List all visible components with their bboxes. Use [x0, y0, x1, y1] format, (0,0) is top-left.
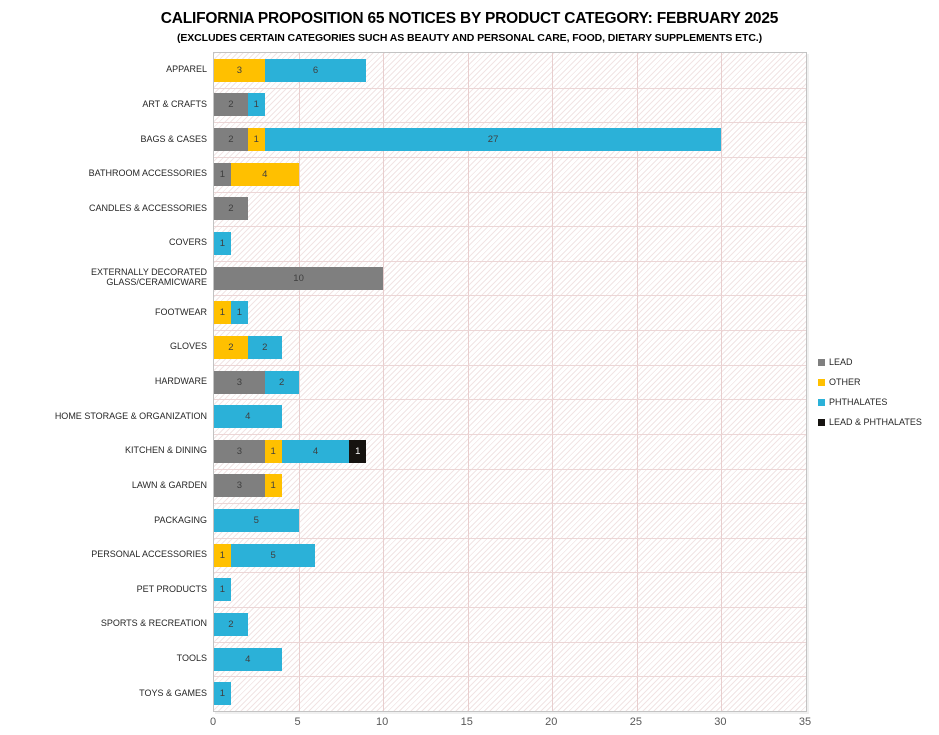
value-label: 1: [270, 480, 276, 492]
vertical-gridline: [637, 53, 638, 711]
value-label: 1: [355, 445, 361, 457]
horizontal-gridline: [214, 330, 806, 331]
legend-swatch: [818, 379, 825, 386]
value-label: 1: [219, 549, 226, 561]
bar-gloves: [214, 336, 282, 359]
bar-segment-other: [265, 474, 282, 497]
category-label: BAGS & CASES: [140, 133, 207, 144]
value-label: 3: [236, 445, 243, 457]
vertical-gridline: [383, 53, 384, 711]
legend-swatch: [818, 419, 825, 426]
bar-segment-other: [214, 544, 231, 567]
x-tick-label: 35: [798, 716, 812, 728]
category-label: KITCHEN & DINING: [124, 445, 207, 456]
x-tick-label: 30: [714, 716, 727, 728]
bar-kitchen-dining: [214, 440, 366, 463]
bar-tools: [214, 648, 282, 671]
horizontal-gridline: [214, 434, 806, 435]
horizontal-gridline: [214, 261, 806, 262]
bar-segment-other: [265, 440, 282, 463]
x-tick-label: 15: [460, 716, 473, 728]
category-label: EXTERNALLY DECORATED GLASS/CERAMICWARE: [90, 267, 207, 288]
value-label: 1: [253, 134, 259, 146]
bar-segment-phthalates: [231, 301, 248, 324]
horizontal-gridline: [214, 676, 806, 677]
category-label: PET PRODUCTS: [136, 583, 207, 594]
bar-segment-phthalates: [214, 613, 248, 636]
value-label: 27: [487, 134, 499, 146]
plot-area: [213, 52, 807, 712]
legend-swatch: [818, 399, 825, 406]
legend-item-lead: [818, 352, 922, 372]
horizontal-gridline: [214, 469, 806, 470]
legend-item-phthalates: [818, 392, 922, 412]
bar-pet-products: [214, 578, 231, 601]
category-label: TOYS & GAMES: [139, 687, 207, 698]
bar-segment-phthalates: [265, 59, 366, 82]
legend-swatch: [818, 359, 825, 366]
category-label: LAWN & GARDEN: [131, 479, 207, 490]
bar-segment-lead: [214, 128, 248, 151]
category-label: GLOVES: [169, 341, 207, 352]
legend-label: LEAD & PHTHALATES: [829, 417, 922, 427]
category-label: APPAREL: [166, 64, 207, 75]
horizontal-gridline: [214, 503, 806, 504]
x-tick-label: 10: [376, 716, 389, 728]
value-label: 2: [228, 99, 234, 111]
vertical-gridline: [468, 53, 469, 711]
bar-segment-phthalates: [214, 405, 282, 428]
bar-segment-phthalates: [214, 578, 231, 601]
value-label: 1: [219, 584, 226, 596]
horizontal-gridline: [214, 226, 806, 227]
bar-segment-phthalates: [214, 232, 231, 255]
value-label: 1: [253, 99, 259, 111]
horizontal-gridline: [214, 572, 806, 573]
category-label: HOME STORAGE & ORGANIZATION: [54, 410, 207, 421]
bar-covers: [214, 232, 231, 255]
value-label: 4: [245, 411, 251, 423]
bar-segment-phthalates: [282, 440, 350, 463]
bar-bathroom-accessories: [214, 163, 299, 186]
legend: [818, 352, 922, 432]
value-label: 1: [219, 307, 226, 319]
value-label: 1: [219, 237, 226, 249]
value-label: 5: [253, 515, 259, 527]
category-label: FOOTWEAR: [155, 306, 207, 317]
value-label: 4: [312, 445, 319, 457]
legend-label: LEAD: [829, 357, 853, 367]
value-label: 2: [228, 618, 234, 630]
bar-segment-lead: [214, 267, 383, 290]
x-tick-label: 5: [294, 716, 301, 728]
bar-bags-cases: [214, 128, 721, 151]
value-label: 1: [219, 688, 226, 700]
horizontal-gridline: [214, 642, 806, 643]
value-label: 3: [236, 64, 243, 76]
bar-segment-lead: [214, 371, 265, 394]
bar-externally-decorated-glass-ceramicware: [214, 267, 383, 290]
bar-segment-other: [248, 128, 265, 151]
value-label: 2: [228, 341, 234, 353]
category-label: SPORTS & RECREATION: [100, 618, 207, 629]
value-label: 10: [293, 272, 304, 284]
bar-segment-phthalates: [248, 336, 282, 359]
category-label: PERSONAL ACCESSORIES: [91, 549, 207, 560]
value-label: 6: [312, 64, 319, 76]
horizontal-gridline: [214, 88, 806, 89]
bar-segment-other: [214, 336, 248, 359]
bar-segment-phthalates: [265, 128, 722, 151]
bar-segment-phthalates: [214, 509, 299, 532]
chart-title: CALIFORNIA PROPOSITION 65 NOTICES BY PRODUCT CATEGORY: FEBRUARY 2025: [160, 10, 779, 27]
horizontal-gridline: [214, 538, 806, 539]
horizontal-gridline: [214, 295, 806, 296]
bar-toys-games: [214, 682, 231, 705]
bar-segment-lead-phthalates: [349, 440, 366, 463]
bar-candles-accessories: [214, 197, 248, 220]
category-label: HARDWARE: [154, 375, 207, 386]
bar-segment-other: [231, 163, 299, 186]
bar-apparel: [214, 59, 366, 82]
bar-segment-lead: [214, 93, 248, 116]
horizontal-gridline: [214, 157, 806, 158]
bar-segment-phthalates: [231, 544, 316, 567]
horizontal-gridline: [214, 399, 806, 400]
value-label: 2: [262, 341, 268, 353]
bar-sports-recreation: [214, 613, 248, 636]
bar-packaging: [214, 509, 299, 532]
value-label: 4: [245, 653, 251, 665]
bar-segment-lead: [214, 440, 265, 463]
x-tick-label: 0: [209, 716, 217, 728]
bar-segment-phthalates: [248, 93, 265, 116]
horizontal-gridline: [214, 192, 806, 193]
x-tick-label: 25: [629, 716, 642, 728]
value-label: 3: [236, 480, 243, 492]
bar-lawn-garden: [214, 474, 282, 497]
category-label: PACKAGING: [154, 514, 207, 525]
bar-segment-phthalates: [214, 682, 231, 705]
bar-home-storage-organization: [214, 405, 282, 428]
legend-label: OTHER: [829, 377, 861, 387]
category-label: CANDLES & ACCESSORIES: [88, 202, 207, 213]
bar-segment-lead: [214, 197, 248, 220]
value-label: 1: [236, 307, 242, 319]
bar-footwear: [214, 301, 248, 324]
chart-subtitle: (EXCLUDES CERTAIN CATEGORIES SUCH AS BEAUTY AND PERSONAL CARE, FOOD, DIETARY SUPPLEMENTS ETC.): [176, 32, 763, 44]
bar-segment-lead: [214, 163, 231, 186]
bar-segment-phthalates: [265, 371, 299, 394]
bar-art-crafts: [214, 93, 265, 116]
x-tick-label: 20: [545, 716, 558, 728]
bar-segment-other: [214, 301, 231, 324]
value-label: 1: [219, 168, 226, 180]
category-label: COVERS: [168, 237, 207, 248]
bar-personal-accessories: [214, 544, 315, 567]
vertical-gridline: [552, 53, 553, 711]
horizontal-gridline: [214, 365, 806, 366]
value-label: 1: [270, 445, 276, 457]
value-label: 2: [228, 134, 234, 146]
value-label: 4: [262, 168, 268, 180]
vertical-gridline: [299, 53, 300, 711]
legend-item-other: [818, 372, 922, 392]
horizontal-gridline: [214, 607, 806, 608]
value-label: 3: [236, 376, 243, 388]
value-label: 5: [270, 549, 276, 561]
category-label: TOOLS: [176, 653, 207, 664]
bar-segment-lead: [214, 474, 265, 497]
category-label: ART & CRAFTS: [142, 98, 207, 109]
vertical-gridline: [721, 53, 722, 711]
bar-segment-phthalates: [214, 648, 282, 671]
legend-item-lead-phthalates: [818, 412, 922, 432]
bar-segment-other: [214, 59, 265, 82]
legend-label: PHTHALATES: [829, 397, 888, 407]
horizontal-gridline: [214, 122, 806, 123]
value-label: 2: [228, 203, 234, 215]
category-label: BATHROOM ACCESSORIES: [88, 168, 207, 179]
value-label: 2: [279, 376, 285, 388]
bar-hardware: [214, 371, 299, 394]
